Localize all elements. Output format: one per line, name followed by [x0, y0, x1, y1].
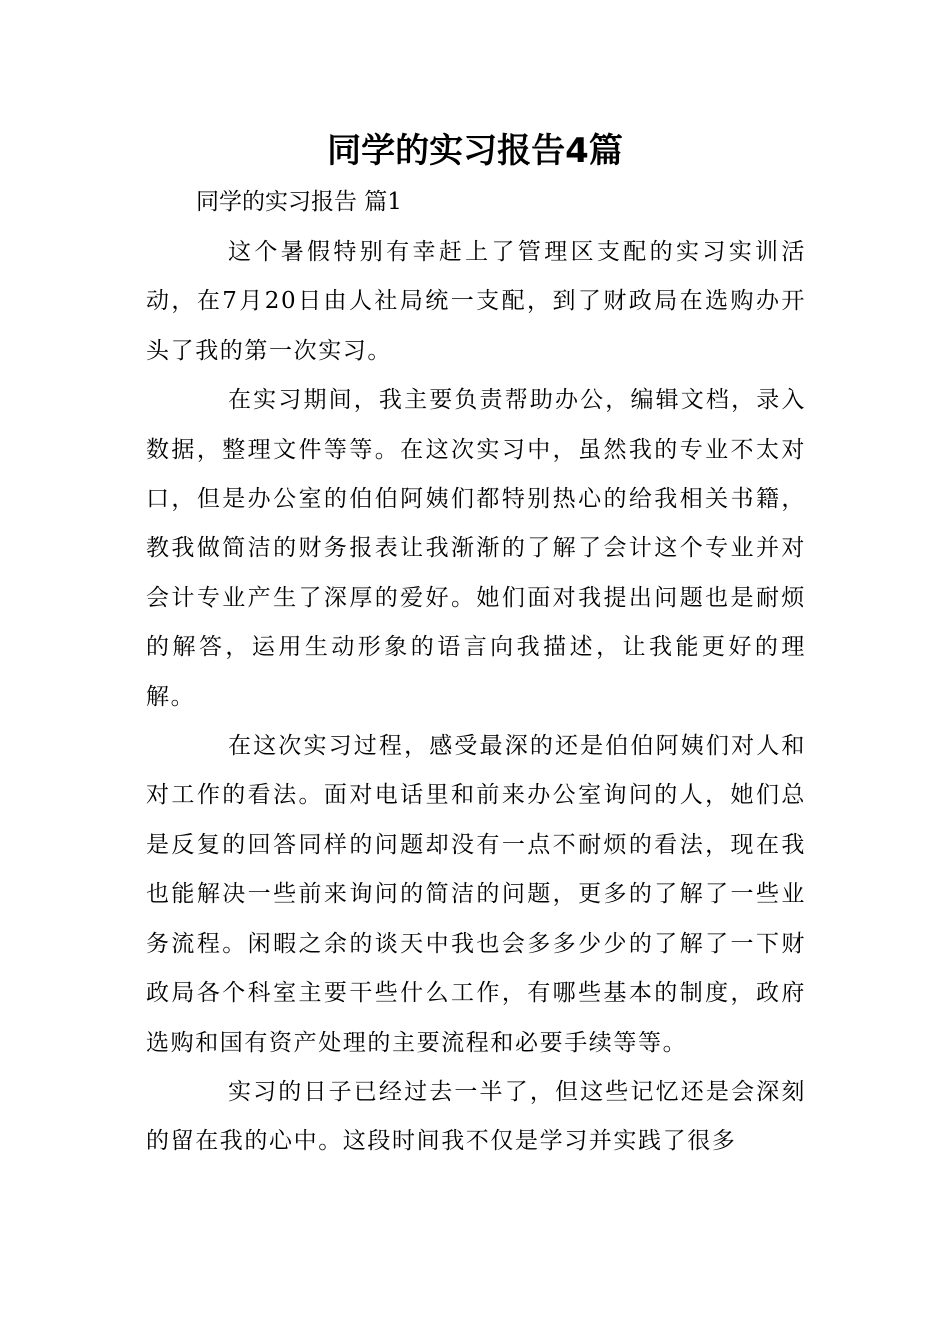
document-body [146, 228, 806, 1167]
paragraph-3: 在这次实习过程，感受最深的还是伯伯阿姨们对人和对工作的看法。面对电话里和前来办公室询问的人，她们总是反复的回答同样的问题却没有一点不耐烦的看法，现在我也能解决一些前来询问的简洁的问题，更多的了解了一些业务流程。闲暇之余的谈天中我也会多多少少的了解了一下财政局各个科室主要干些什么工作，有哪些基本的制度，政府选购和国有资产处理的主要流程和必要手续等等。 [146, 733, 806, 1056]
paragraph-4: 实习的日子已经过去一半了，但这些记忆还是会深刻的留在我的心中。这段时间我不仅是学习并实践了很多 [146, 1078, 806, 1155]
document-title: 同学的实习报告4篇 [327, 131, 623, 171]
paragraph-2: 在实习期间，我主要负责帮助办公，编辑文档，录入数据，整理文件等等。在这次实习中，虽然我的专业不太对口，但是办公室的伯伯阿姨们都特别热心的给我相关书籍，教我做简洁的财务报表让我渐渐的了解了会计这个专业并对会计专业产生了深厚的爱好。她们面对我提出问题也是耐烦的解答，运用生动形象的语言向我描述，让我能更好的理解。 [146, 387, 806, 710]
section-heading: 同学的实习报告 篇1 [196, 189, 402, 215]
paragraph-1: 这个暑假特别有幸赶上了管理区支配的实习实训活动，在7月20日由人社局统一支配，到了财政局在选购办开头了我的第一次实习。 [146, 239, 806, 364]
